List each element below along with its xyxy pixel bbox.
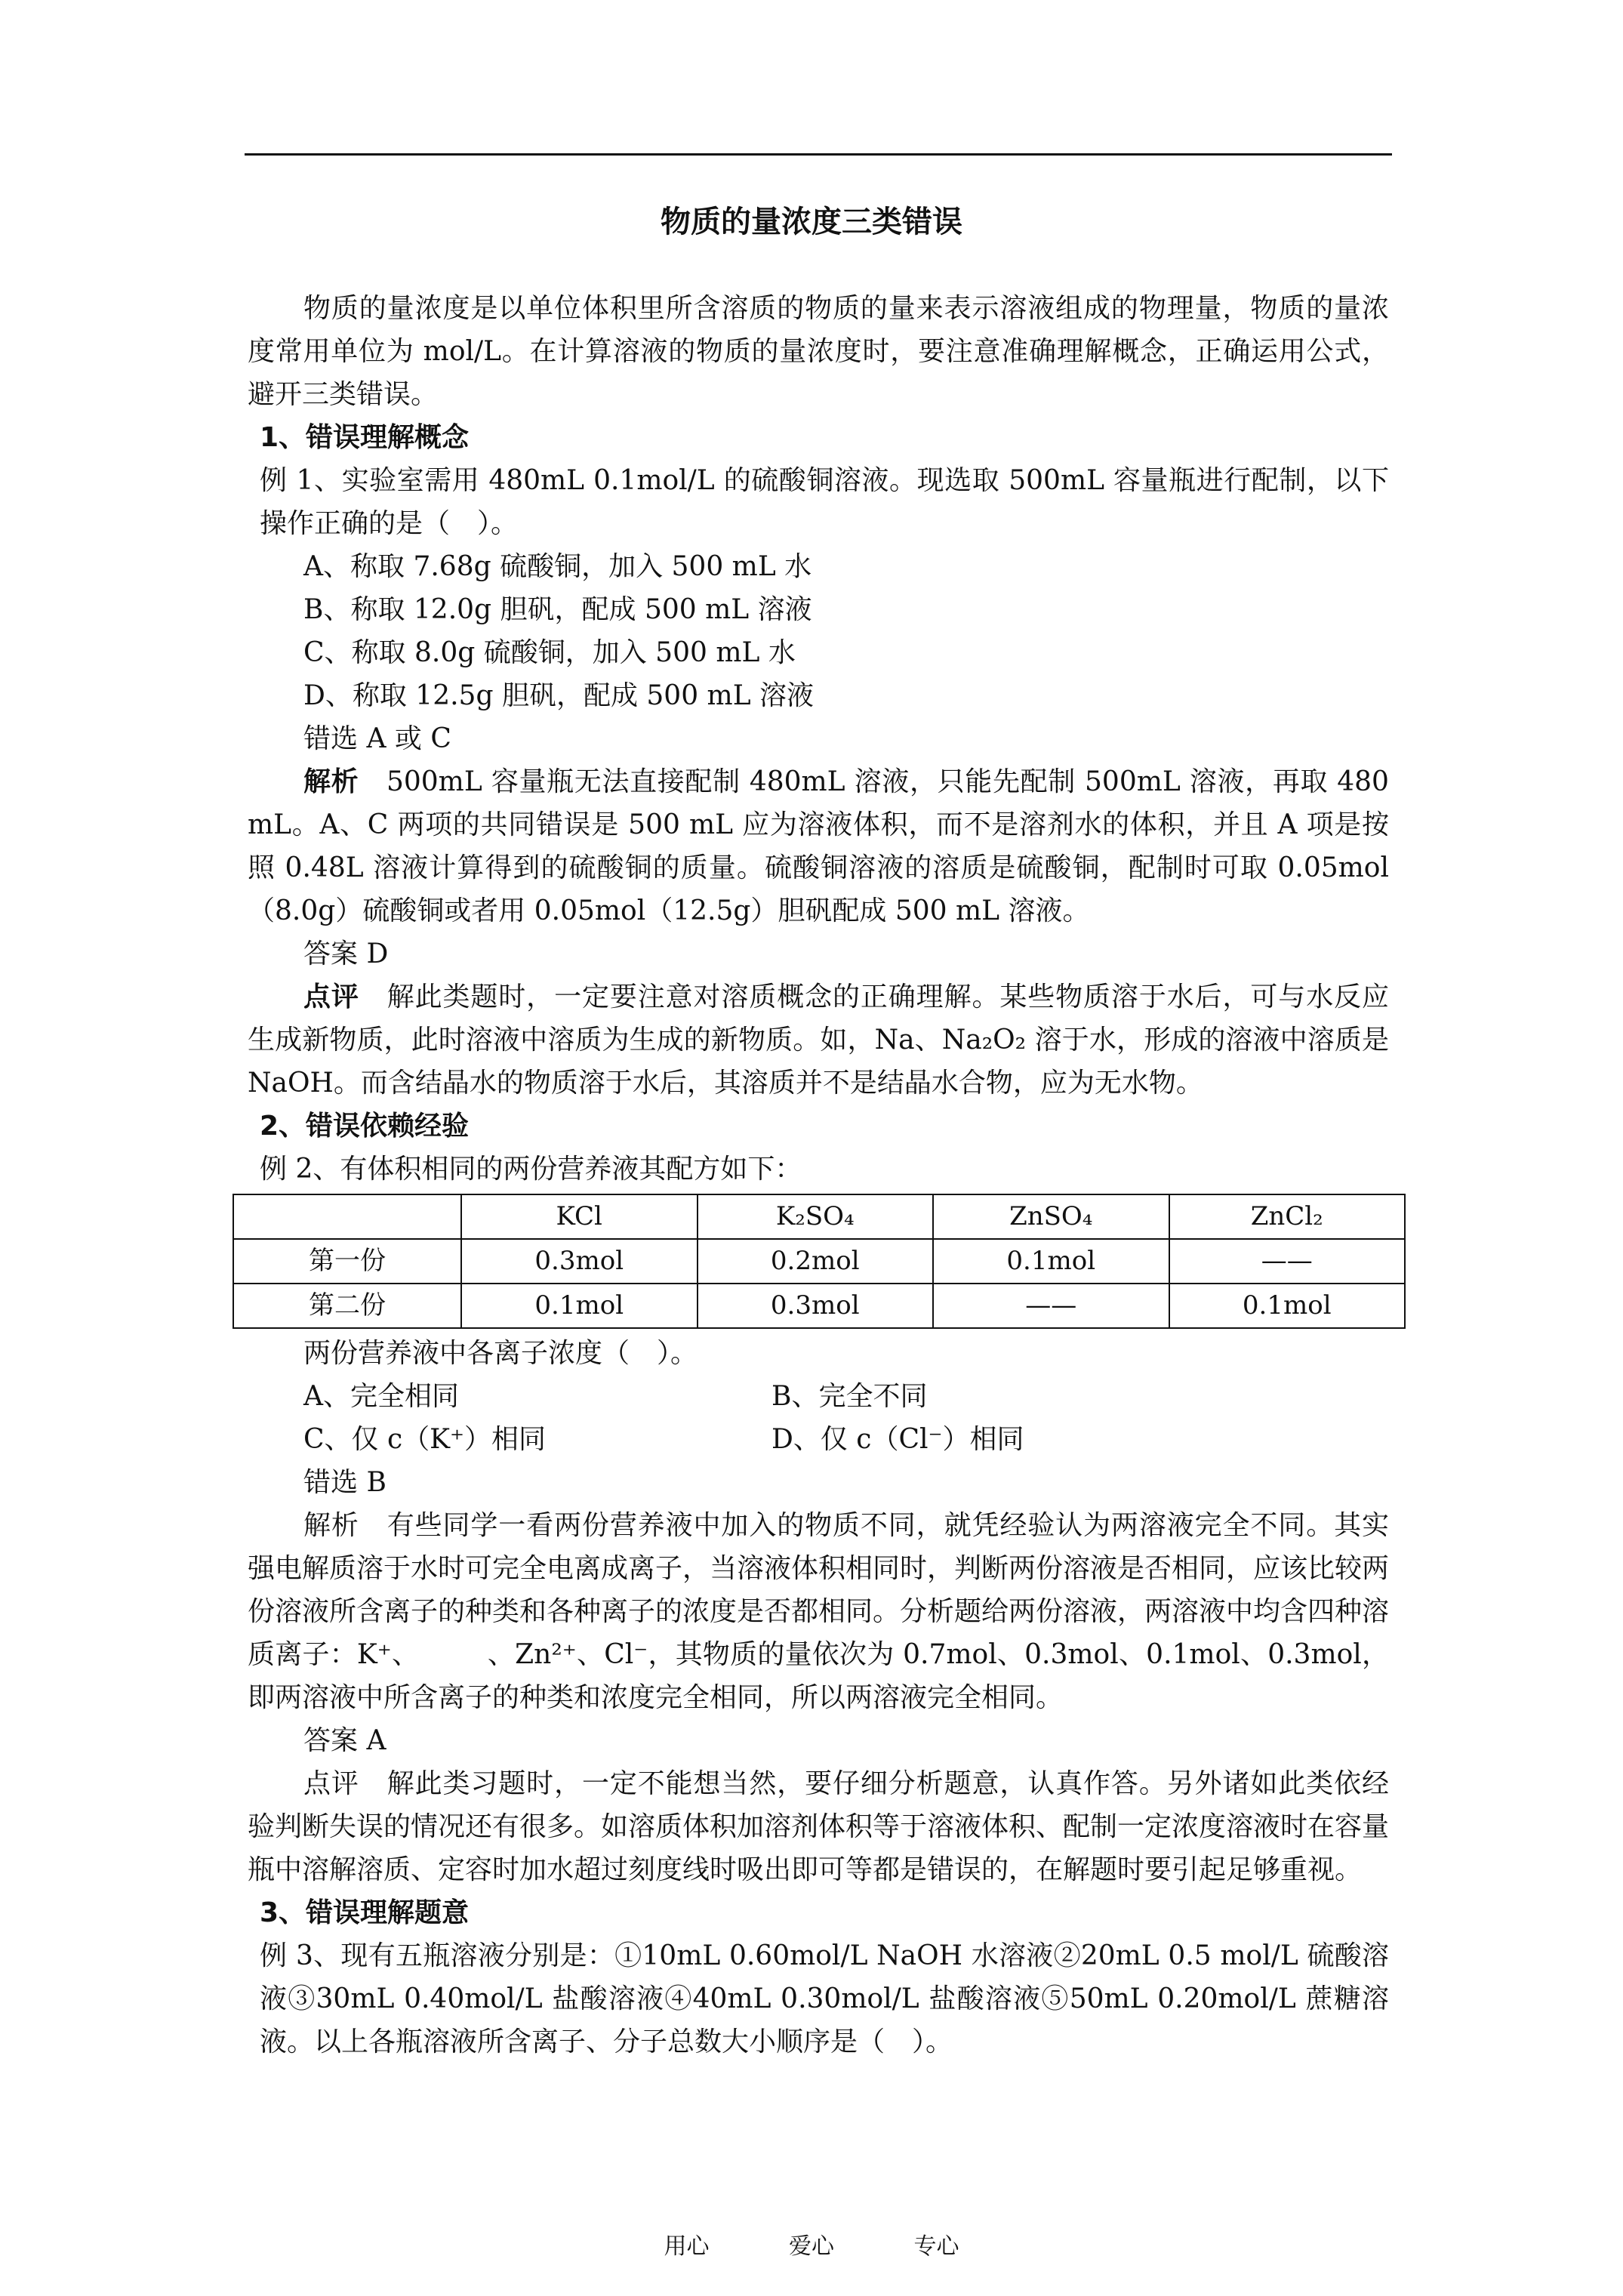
- header-rule: [245, 153, 1392, 156]
- table-cell: 0.3mol: [698, 1284, 934, 1328]
- example-1-option-b: B、称取 12.0g 胆矾，配成 500 mL 溶液: [303, 594, 812, 625]
- page-title: 物质的量浓度三类错误: [661, 205, 962, 239]
- table-header-cell: [233, 1194, 461, 1239]
- example-1-question: 例 1、实验室需用 480mL 0.1mol/L 的硫酸铜溶液。现选取 500mL 容量瓶进行配制，以下操作正确的是（ ）。: [260, 465, 1389, 539]
- page-footer: [0, 2227, 1623, 2261]
- analysis-label: 解析: [303, 766, 359, 797]
- example-2-option-a: A、完全相同: [303, 1381, 459, 1412]
- analysis-label: 解析: [303, 1510, 359, 1541]
- intro-paragraph: 物质的量浓度是以单位体积里所含溶质的物质的量来表示溶液组成的物理量，物质的量浓度常用单位为 mol/L。在计算溶液的物质的量浓度时，要注意准确理解概念，正确运用公式，避开三类错误。: [248, 293, 1389, 410]
- table-cell: ——: [1169, 1239, 1406, 1284]
- table-cell: 0.1mol: [933, 1239, 1169, 1284]
- example-2-question: 例 2、有体积相同的两份营养液其配方如下：: [260, 1154, 802, 1185]
- table-row: [233, 1284, 1405, 1328]
- example-2-option-d: D、仅 c（Cl⁻）相同: [771, 1424, 1024, 1455]
- example-2-comment: [248, 1762, 1389, 1891]
- example-2-options-row-2: [248, 1418, 1389, 1461]
- section-1-heading: 1、错误理解概念: [260, 422, 470, 453]
- footer-word: 用心: [664, 2233, 710, 2260]
- example-1-answer: 答案 D: [303, 938, 389, 969]
- analysis-text: 有些同学一看两份营养液中加入的物质不同，就凭经验认为两溶液完全不同。其实强电解质溶于水时可完全电离成离子，当溶液体积相同时，判断两份溶液是否相同，应该比较两份溶液所含离子的种类和各种离子的浓度是否都相同。分析题给两份溶液，两溶液中均含四种溶质离子：K⁺、 、Zn²⁺、Cl⁻，其物质的量依次为 0.7mol、0.3mol、0.1mol、0.3mol，即两溶液中所含离子的种类和浓度完全相同，所以两溶液完全相同。: [248, 1510, 1390, 1713]
- example-2-analysis: [248, 1504, 1389, 1719]
- table-row: [233, 1239, 1405, 1284]
- table-cell: 第一份: [233, 1239, 461, 1284]
- table-header-cell: ZnSO₄: [933, 1194, 1169, 1239]
- comment-label: 点评: [303, 982, 359, 1012]
- table-header-cell: ZnCl₂: [1169, 1194, 1406, 1239]
- footer-word: 专心: [913, 2233, 959, 2260]
- comment-label: 点评: [303, 1768, 359, 1799]
- example-1-wrong-choice: 错选 A 或 C: [303, 723, 451, 754]
- example-1-option-c: C、称取 8.0g 硫酸铜，加入 500 mL 水: [303, 637, 796, 668]
- example-2-stem: 两份营养液中各离子浓度（ ）。: [303, 1338, 698, 1369]
- table-header-cell: K₂SO₄: [698, 1194, 934, 1239]
- footer-word: 爱心: [789, 2233, 834, 2260]
- table-cell: 0.3mol: [461, 1239, 698, 1284]
- analysis-text: 500mL 容量瓶无法直接配制 480mL 溶液，只能先配制 500mL 溶液，再取 480 mL。A、C 两项的共同错误是 500 mL 应为溶液体积，而不是溶剂水的体积，并且 A 项是按照 0.48L 溶液计算得到的硫酸铜的质量。硫酸铜溶液的溶质是硫酸铜，配制时可取 0.05mol（8.0g）硫酸铜或者用 0.05mol（12.5g）胆矾配成 500 mL 溶液。: [248, 766, 1389, 926]
- table-cell: 0.1mol: [461, 1284, 698, 1328]
- example-3-question: 例 3、现有五瓶溶液分别是：①10mL 0.60mol/L NaOH 水溶液②20mL 0.5 mol/L 硫酸溶液③30mL 0.40mol/L 盐酸溶液④40mL 0.30mol/L 盐酸溶液⑤50mL 0.20mol/L 蔗糖溶液。以上各瓶溶液所含离子、分子总数大小顺序是（ ）。: [260, 1940, 1389, 2057]
- document-body: [248, 287, 1389, 2063]
- formula-table: [233, 1194, 1406, 1329]
- example-2-option-c: C、仅 c（K⁺）相同: [303, 1424, 547, 1455]
- example-1-option-d: D、称取 12.5g 胆矾，配成 500 mL 溶液: [303, 680, 815, 711]
- example-2-options-row-1: [248, 1375, 1389, 1418]
- example-1-option-a: A、称取 7.68g 硫酸铜，加入 500 mL 水: [303, 551, 812, 582]
- example-1-analysis: [248, 760, 1389, 932]
- table-header-cell: KCl: [461, 1194, 698, 1239]
- comment-text: 解此类题时，一定要注意对溶质概念的正确理解。某些物质溶于水后，可与水反应生成新物质，此时溶液中溶质为生成的新物质。如，Na、Na₂O₂ 溶于水，形成的溶液中溶质是 NaOH。而含结晶水的物质溶于水后，其溶质并不是结晶水合物，应为无水物。: [248, 982, 1389, 1099]
- table-header-row: [233, 1194, 1405, 1239]
- table-cell: ——: [933, 1284, 1169, 1328]
- table-cell: 第二份: [233, 1284, 461, 1328]
- example-2-answer: 答案 A: [303, 1725, 387, 1756]
- example-2-wrong-choice: 错选 B: [303, 1467, 387, 1498]
- example-2-option-b: B、完全不同: [771, 1381, 928, 1412]
- table-cell: 0.1mol: [1169, 1284, 1406, 1328]
- comment-text: 解此类习题时，一定不能想当然，要仔细分析题意，认真作答。另外诸如此类依经验判断失误的情况还有很多。如溶质体积加溶剂体积等于溶液体积、配制一定浓度溶液时在容量瓶中溶解溶质、定容时加水超过刻度线时吸出即可等都是错误的，在解题时要引起足够重视。: [248, 1768, 1390, 1885]
- section-3-heading: 3、错误理解题意: [260, 1897, 470, 1928]
- section-2-heading: 2、错误依赖经验: [260, 1111, 470, 1142]
- table-cell: 0.2mol: [698, 1239, 934, 1284]
- example-1-comment: [248, 975, 1389, 1105]
